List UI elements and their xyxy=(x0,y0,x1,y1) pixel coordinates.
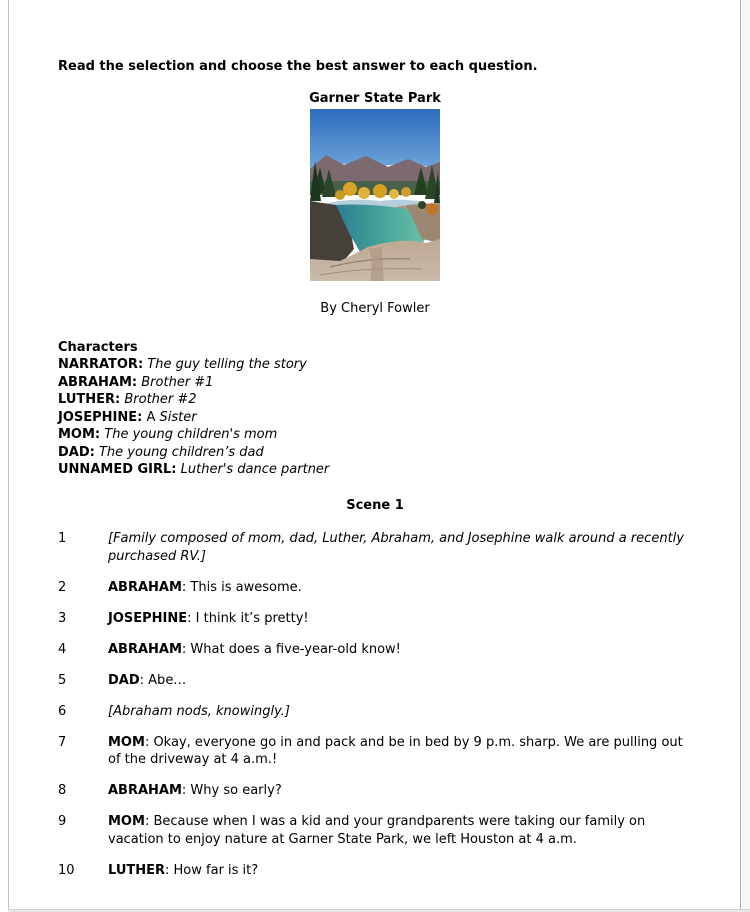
speaker-name: ABRAHAM xyxy=(108,641,182,657)
dialogue-text: DAD: Abe… xyxy=(108,672,187,688)
dialogue-text: MOM: Because when I was a kid and your grandparents were taking our family on vacation to enjoy nature at Garner State Park, we left Houston at 4 a.m. xyxy=(108,814,646,847)
character-name: ABRAHAM: xyxy=(58,374,138,390)
passage-photo xyxy=(58,109,692,281)
character-name: MOM: xyxy=(58,427,101,442)
scene-line xyxy=(58,862,692,880)
byline: By Cheryl Fowler xyxy=(320,301,430,316)
scene-line xyxy=(58,813,692,848)
speaker-name: DAD xyxy=(108,672,140,688)
scene-line xyxy=(58,641,692,659)
passage-title: Garner State Park xyxy=(309,90,441,106)
character-entry: JOSEPHINE: A Sister xyxy=(58,409,197,425)
river-landscape-photo-illustration xyxy=(310,109,440,281)
character-name: NARRATOR: xyxy=(58,357,144,372)
scene-line xyxy=(58,734,692,769)
scene-line xyxy=(58,703,692,721)
speaker-name: MOM xyxy=(108,734,145,750)
character-description: Sister xyxy=(159,409,197,425)
character-name: DAD: xyxy=(58,444,95,460)
character-entry xyxy=(58,374,692,392)
line-number: 6 xyxy=(58,703,67,719)
passage-panel xyxy=(8,0,741,912)
character-description: Brother #1 xyxy=(141,374,214,390)
scene-lines xyxy=(58,530,692,879)
line-number: 8 xyxy=(58,783,67,798)
line-number: 9 xyxy=(58,814,67,829)
character-name: LUTHER: xyxy=(58,392,121,407)
character-entry xyxy=(58,461,692,479)
scene-line xyxy=(58,610,692,628)
line-number: 10 xyxy=(58,862,75,878)
characters-block xyxy=(58,339,692,479)
character-description: The young children's mom xyxy=(104,427,278,442)
scene-line xyxy=(58,579,692,597)
line-number: 2 xyxy=(58,579,67,595)
line-number: 3 xyxy=(58,610,67,626)
passage-content xyxy=(9,0,740,879)
dialogue-text: ABRAHAM: Why so early? xyxy=(108,783,282,798)
line-number: 4 xyxy=(58,641,67,657)
speaker-name: ABRAHAM xyxy=(108,579,182,595)
character-entry xyxy=(58,356,692,374)
stage-direction: [Family composed of mom, dad, Luther, Abraham, and Josephine walk around a recently purchased RV.] xyxy=(108,531,684,564)
characters-list xyxy=(58,356,692,479)
character-description: The young children’s dad xyxy=(98,444,264,460)
line-number: 7 xyxy=(58,734,67,750)
dialogue-text: JOSEPHINE: I think it’s pretty! xyxy=(108,610,309,626)
scene-line xyxy=(58,672,692,690)
character-description: Brother #2 xyxy=(124,392,197,407)
dialogue-text: MOM: Okay, everyone go in and pack and be in bed by 9 p.m. sharp. We are pulling out of the driveway at 4 a.m.! xyxy=(108,734,683,767)
character-entry xyxy=(58,444,692,462)
scene-heading: Scene 1 xyxy=(346,497,404,513)
dialogue-text: LUTHER: How far is it? xyxy=(108,862,259,878)
character-name: UNNAMED GIRL: xyxy=(58,462,177,477)
dialogue-text: ABRAHAM: This is awesome. xyxy=(108,579,302,595)
line-number: 1 xyxy=(58,531,67,546)
speaker-name: JOSEPHINE xyxy=(108,610,188,626)
line-number: 5 xyxy=(58,672,67,688)
character-entry xyxy=(58,391,692,409)
scene-line xyxy=(58,782,692,800)
scene-line xyxy=(58,530,692,565)
instruction-text: Read the selection and choose the best answer to each question. xyxy=(58,59,538,74)
characters-heading: Characters xyxy=(58,339,138,355)
character-name: JOSEPHINE: xyxy=(58,409,143,425)
speaker-name: ABRAHAM xyxy=(108,783,182,798)
speaker-name: MOM xyxy=(108,814,145,829)
stage-direction: [Abraham nods, knowingly.] xyxy=(108,703,290,719)
character-description: The guy telling the story xyxy=(147,357,307,372)
speaker-name: LUTHER xyxy=(108,862,166,878)
character-entry xyxy=(58,426,692,444)
dialogue-text: ABRAHAM: What does a five-year-old know! xyxy=(108,641,401,657)
character-description: Luther's dance partner xyxy=(180,462,330,477)
scrollbar-track[interactable] xyxy=(742,0,750,912)
